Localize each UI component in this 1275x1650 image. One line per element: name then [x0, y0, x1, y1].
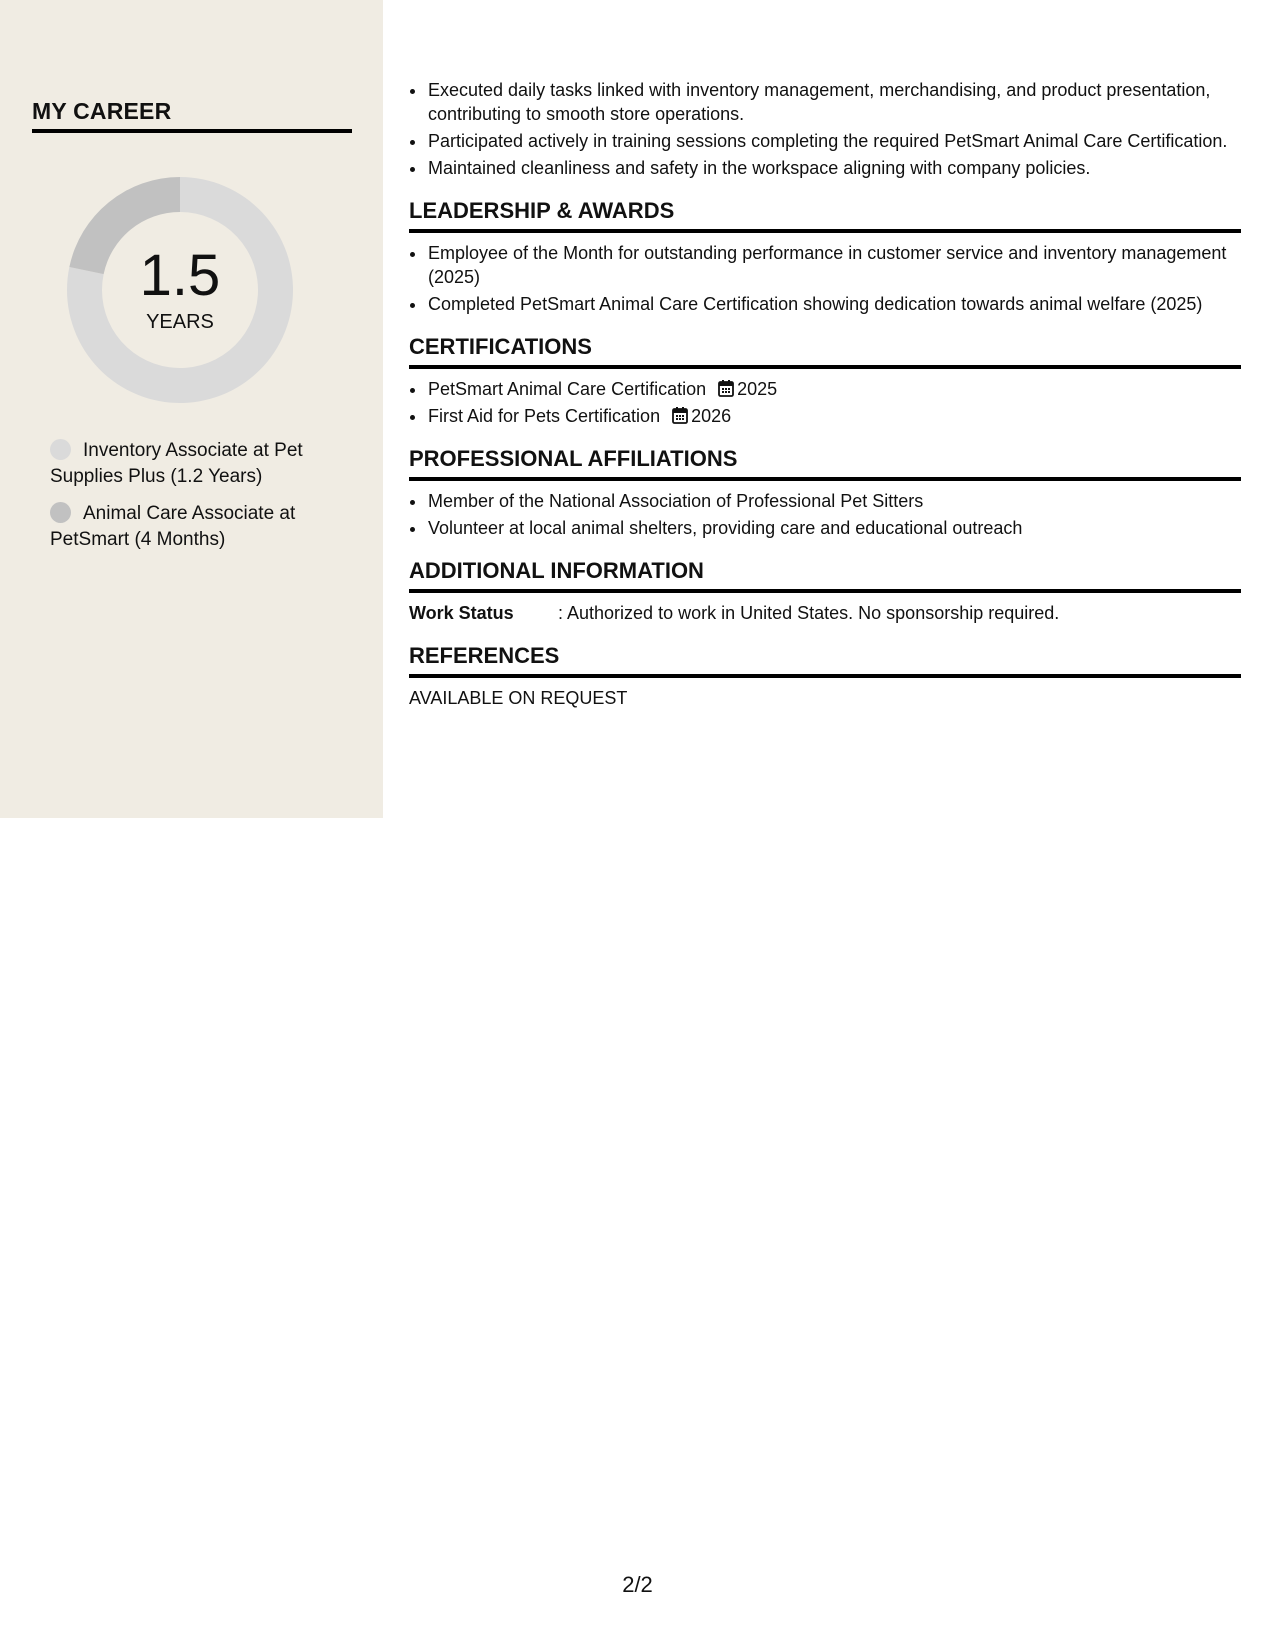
- leadership-list: [409, 241, 1241, 316]
- list-item: • Executed daily tasks linked with inventory management, merchandising, and product presentation, contributing to smooth store operations.: [427, 78, 1241, 126]
- calendar-icon: [718, 379, 734, 397]
- professional-affiliations-heading: PROFESSIONAL AFFILIATIONS: [409, 445, 1241, 481]
- list-item: • Maintained cleanliness and safety in the workspace aligning with company policies.: [427, 156, 1241, 180]
- work-status-value: : Authorized to work in United States. No sponsorship required.: [558, 603, 1060, 623]
- list-item: • Participated actively in training sessions completing the required PetSmart Animal Care Certification.: [427, 129, 1241, 153]
- certification-name: First Aid for Pets Certification: [428, 406, 661, 426]
- certifications-heading: CERTIFICATIONS: [409, 333, 1241, 369]
- legend-dot: [50, 502, 71, 523]
- list-item: [427, 404, 1241, 428]
- additional-information-heading: ADDITIONAL INFORMATION: [409, 557, 1241, 593]
- certification-date: [718, 379, 777, 399]
- legend-item: [50, 438, 340, 490]
- list-item: [427, 377, 1241, 401]
- legend-label: Animal Care Associate at PetSmart (4 Months): [50, 503, 296, 550]
- references-heading: REFERENCES: [409, 642, 1241, 678]
- work-status-label: Work Status: [409, 603, 514, 623]
- list-item: • Volunteer at local animal shelters, providing care and educational outreach: [427, 516, 1241, 540]
- total-years-value: 1.5: [139, 243, 221, 308]
- certification-name: PetSmart Animal Care Certification: [428, 379, 707, 399]
- total-years-unit: YEARS: [146, 311, 214, 333]
- references-text: AVAILABLE ON REQUEST: [409, 688, 628, 708]
- career-donut-chart: [67, 177, 293, 403]
- certifications-list: [409, 377, 1241, 428]
- my-career-heading: MY CAREER: [32, 98, 352, 133]
- main-content: [409, 78, 1241, 710]
- list-item: • Member of the National Association of Professional Pet Sitters: [427, 489, 1241, 513]
- sidebar: [0, 0, 383, 818]
- calendar-icon: [672, 406, 688, 424]
- legend-item: [50, 501, 340, 553]
- career-legend: [50, 438, 340, 564]
- legend-label: Inventory Associate at Pet Supplies Plus (1.2 Years): [50, 440, 303, 487]
- leadership-awards-heading: LEADERSHIP & AWARDS: [409, 197, 1241, 233]
- affiliations-list: [409, 489, 1241, 540]
- list-item: • Completed PetSmart Animal Care Certification showing dedication towards animal welfare (2025): [427, 292, 1241, 316]
- certification-year: 2026: [691, 406, 732, 426]
- list-item: • Employee of the Month for outstanding performance in customer service and inventory management (2025): [427, 241, 1241, 289]
- legend-dot: [50, 439, 71, 460]
- certification-year: 2025: [737, 379, 778, 399]
- work-status-row: [409, 601, 1241, 625]
- experience-bullet-list: [409, 78, 1241, 180]
- certification-date: [672, 406, 731, 426]
- page-number: 2/2: [622, 1572, 653, 1597]
